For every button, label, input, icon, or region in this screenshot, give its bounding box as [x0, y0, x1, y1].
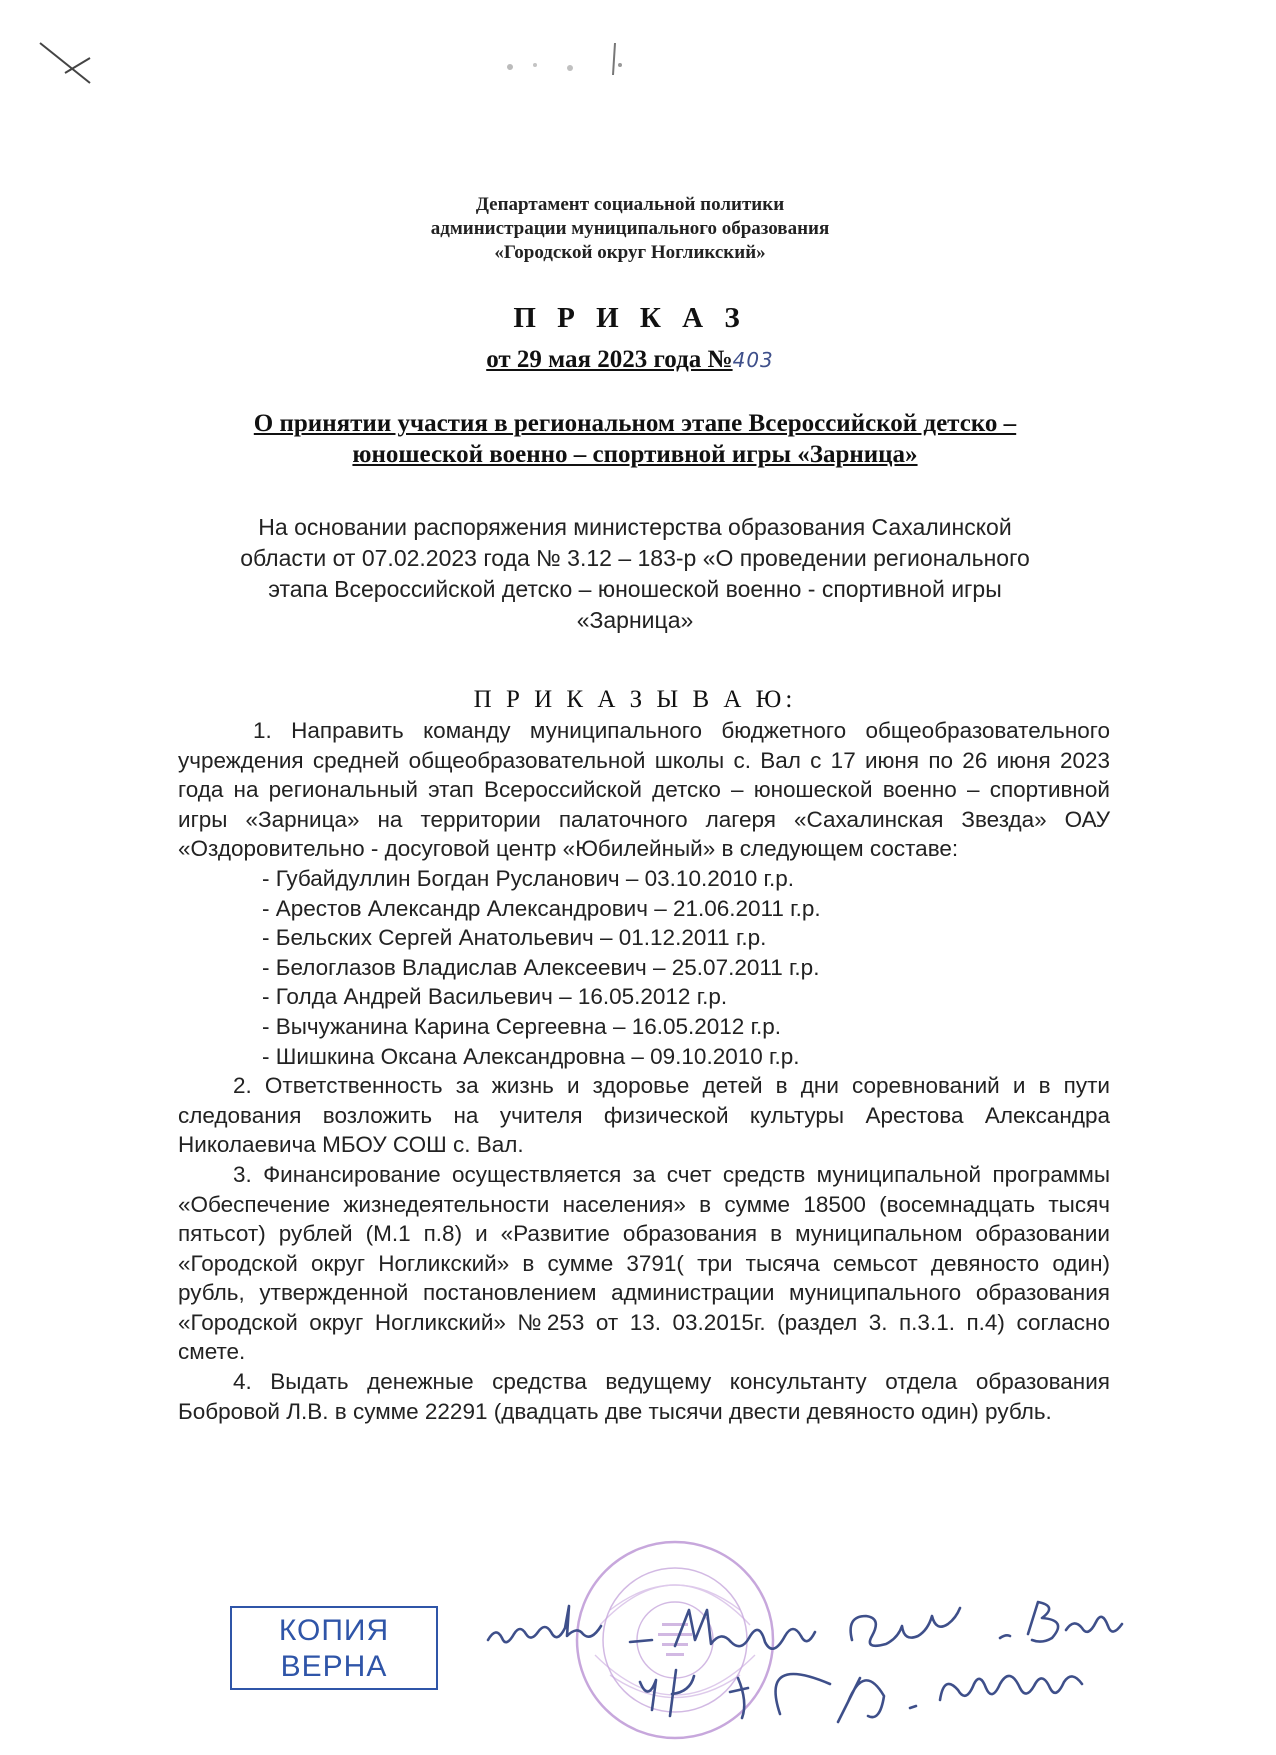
order-subject: О принятии участия в региональном этапе Всероссийской детско – юношеской военно – спортивной игры «Зарница» — [253, 410, 1017, 468]
order-basis — [185, 512, 1085, 636]
stamp-line-1: КОПИЯ — [278, 1614, 390, 1647]
header-line-2: администрации муниципального образования — [430, 218, 830, 239]
stamp-line-2: ВЕРНА — [280, 1650, 388, 1683]
order-number: 403 — [732, 348, 774, 372]
team-member: - Голда Андрей Васильевич – 16.05.2012 г.р. — [262, 984, 728, 1010]
team-member: - Губайдуллин Богдан Русланович – 03.10.2010 г.р. — [262, 865, 794, 891]
team-member: - Шишкина Оксана Александровна – 09.10.2010 г.р. — [262, 1043, 800, 1069]
decree-heading: П Р И К А З Ы В А Ю: — [473, 686, 797, 713]
order-date-line — [300, 346, 960, 374]
item-1: 1. Направить команду муниципального бюджетного общеобразовательного учреждения средней общеобразовательной школы с. Вал с 17 июня по 26 июня 2023 года на региональный этап Всероссийской детско – юношеской военно – спортивной игры «Зарница» на территории палаточного лагеря «Сахалинская Звезда» ОАУ «Оздоровительно - досуговой центр «Юбилейный» в следующем составе: — [178, 718, 1110, 862]
department-header — [300, 193, 960, 265]
order-items — [178, 716, 1110, 1426]
header-line-3: «Городской округ Ногликский» — [494, 242, 766, 263]
basis-line-3: этапа Всероссийской детско – юношеской военно - спортивной игры — [268, 576, 1002, 602]
item-3: 3. Финансирование осуществляется за счет средств муниципальной программы «Обеспечение жизнедеятельности населения» в сумме 18500 (восемнадцать тысяч пятьсот) рублей (М.1 п.8) и «Развитие образования в муниципальном образовании «Городской округ Ногликский» в сумме 3791( три тысяча семьсот девяносто один) рубль, утвержденной постановлением администрации муниципального образования «Городской округ Ногликский» №253 от 13. 03.2015г. (раздел 3. п.3.1. п.4) согласно смете. — [178, 1161, 1110, 1365]
order-title: П Р И К А З — [513, 302, 747, 334]
team-member: - Арестов Александр Александрович – 21.06.2011 г.р. — [262, 895, 821, 921]
basis-line-2: области от 07.02.2023 года № 3.12 – 183-р «О проведении регионального — [240, 545, 1030, 571]
team-member: - Бельских Сергей Анатольевич – 01.12.2011 г.р. — [262, 925, 767, 951]
director-signature — [480, 1600, 1180, 1740]
header-line-1: Департамент социальной политики — [475, 194, 785, 215]
basis-line-1: На основании распоряжения министерства образования Сахалинской — [258, 514, 1012, 540]
basis-line-4: «Зарница» — [576, 607, 694, 633]
corner-pen-mark — [35, 38, 95, 88]
team-member: - Белоглазов Владислав Алексеевич – 25.07.2011 г.р. — [262, 954, 820, 980]
order-date: от 29 мая 2023 года № — [486, 346, 733, 373]
team-member: - Вычужанина Карина Сергеевна – 16.05.2012 г.р. — [262, 1013, 782, 1039]
scan-smudge-marks — [490, 35, 720, 85]
copy-certified-stamp — [230, 1606, 438, 1690]
item-4: 4. Выдать денежные средства ведущему консультанту отдела образования Бобровой Л.В. в сумме 22291 (двадцать две тысячи двести девяносто один) рубль. — [178, 1369, 1110, 1424]
item-2: 2. Ответственность за жизнь и здоровье детей в дни соревнований и в пути следования возложить на учителя физической культуры Арестова Александра Николаевича МБОУ СОШ с. Вал. — [178, 1073, 1110, 1158]
